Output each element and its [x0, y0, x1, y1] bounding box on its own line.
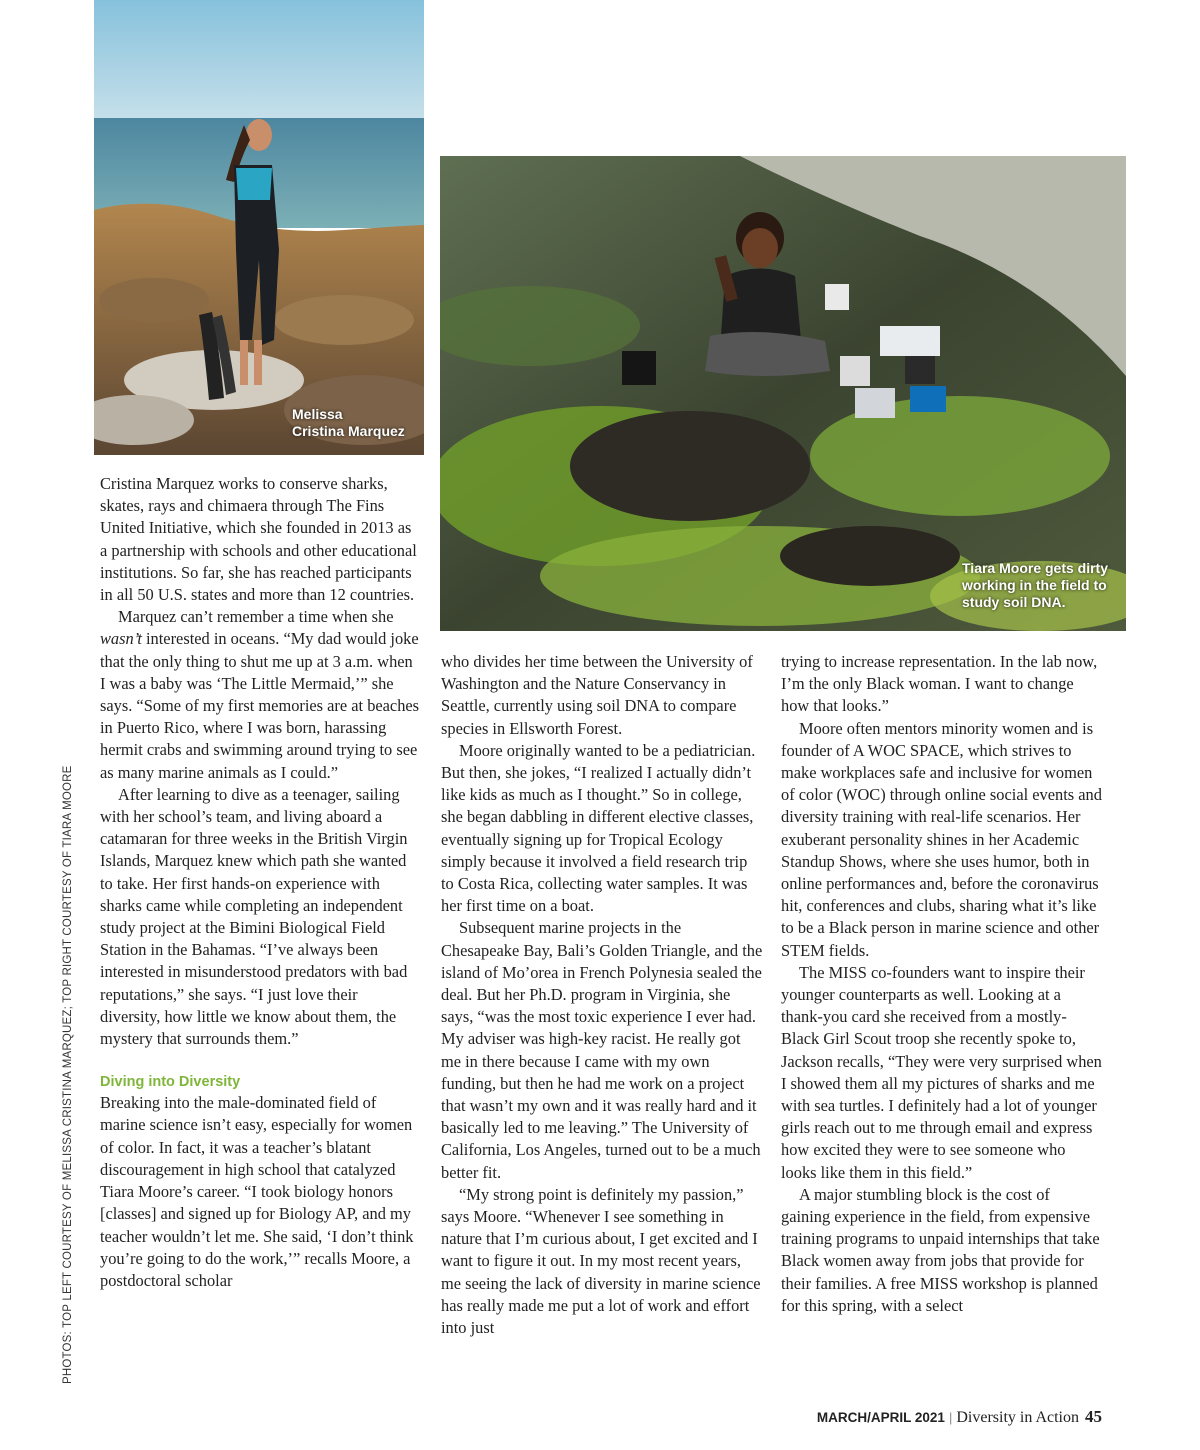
caption-left-line2: Cristina Marquez: [292, 423, 405, 439]
article-column-2: [441, 651, 763, 1339]
paragraph: Breaking into the male-dominated field of marine science isn’t easy, especially for women of color. In fact, it was a teacher’s blatant discouragement in high school that catalyzed Tiara Moore’s career. “I took biology honors [classes] and signed up for Biology AP, and my teacher wouldn’t let me. She said, ‘I don’t think you’re going to do the work,’” recalls Moore, a postdoctoral scholar: [100, 1093, 414, 1290]
page-number: 45: [1085, 1407, 1102, 1426]
paragraph: who divides her time between the University of Washington and the Nature Conservancy in Seattle, currently using soil DNA to compare species in Ellsworth Forest.: [441, 652, 753, 738]
paragraph: Marquez can’t remember a time when she wasn’t interested in oceans. “My dad would joke that the only thing to shut me up at 3 a.m. when I was a baby was ‘The Little Mermaid,’” she says. “Some of my first memories are at beaches in Puerto Rico, where I was born, harassing hermit crabs and swimming around trying to see as many marine animals as I could.”: [100, 607, 420, 782]
paragraph: After learning to dive as a teenager, sailing with her school’s team, and living aboard a catamaran for three weeks in the British Virgin Islands, Marquez knew which path she wanted to take. Her first hands-on experience with sharks came while completing an independent study project at the Bimini Biological Field Station in the Bahamas. “I’ve always been interested in misunderstood predators with bad reputations,” she says. “I just love their diversity, how little we know about them, the mystery that surrounds them.”: [100, 784, 408, 1049]
footer-separator: |: [948, 1410, 953, 1425]
photo-melissa-marquez: [94, 0, 424, 455]
paragraph: trying to increase representation. In the lab now, I’m the only Black woman. I want to change how that looks.”: [781, 652, 1098, 716]
magazine-name: Diversity in Action: [956, 1409, 1079, 1426]
paragraph: Subsequent marine projects in the Chesapeake Bay, Bali’s Golden Triangle, and the island of Mo’orea in French Polynesia sealed the deal. But her Ph.D. program in Virginia, she says, “was the most toxic experience I ever had. My adviser was high-key racist. He really got me in there because I came with my own funding, but then he had me work on a project that wasn’t my own and it was really hard and it basically led to me leaving.” The University of California, Los Angeles, turned out to be a much better fit.: [441, 918, 763, 1182]
paragraph: A major stumbling block is the cost of gaining experience in the field, from expensive training programs to unpaid internships that take Black women away from jobs that provide for their families. A free MISS workshop is planned for this spring, with a select: [781, 1184, 1100, 1315]
photo-credit: PHOTOS: TOP LEFT COURTESY OF MELISSA CRISTINA MARQUEZ; TOP RIGHT COURTESY OF TIARA MOORE: [62, 765, 74, 1384]
caption-left: [292, 406, 417, 440]
paragraph: Moore often mentors minority women and is founder of A WOC SPACE, which strives to make workplaces safe and inclusive for women of color (WOC) through online social events and diversity training with real-life scenarios. Her exuberant personality shines in her Academic Standup Shows, where she uses humor, both in online performances and, before the coronavirus hit, conferences and clubs, sharing what it’s like to be a Black person in marine science and other STEM fields.: [781, 718, 1102, 960]
caption-left-line1: Melissa: [292, 406, 343, 422]
article-column-1: [100, 473, 422, 1292]
article-column-3: [781, 651, 1103, 1317]
page-footer: [800, 1407, 1102, 1427]
caption-right: Tiara Moore gets dirty working in the field to study soil DNA.: [962, 560, 1109, 610]
section-subhead: Diving into Diversity: [100, 1074, 241, 1091]
paragraph: Cristina Marquez works to conserve sharks, skates, rays and chimaera through The Fins United Initiative, which she founded in 2013 as a partnership with schools and other educational institutions. So far, she has reached participants in all 50 U.S. states and more than 12 countries.: [100, 474, 417, 605]
paragraph: Moore originally wanted to be a pediatrician. But then, she jokes, “I realized I actually didn’t like kids as much as I thought.” So in college, she began dabbling in different elective classes, eventually signing up for Tropical Ecology simply because it involved a field research trip to Costa Rica, collecting water samples. It was her first time on a boat.: [441, 740, 756, 916]
paragraph: The MISS co-founders want to inspire their younger counterparts as well. Looking at a thank-you card she received from a mostly-Black Girl Scout troop she recently spoke to, Jackson recalls, “They were very surprised when I showed them all my pictures of sharks and me with sea turtles. I definitely had a lot of younger girls reach out to me through email and express how excited they were to see someone who looks like them in this field.”: [781, 962, 1102, 1182]
paragraph: “My strong point is definitely my passion,” says Moore. “Whenever I see something in nature that I’m curious about, I get excited and I want to figure it out. In my most recent years, me seeing the lack of diversity in marine science has really made me put a lot of work and effort into just: [441, 1184, 761, 1338]
issue-date: MARCH/APRIL 2021: [816, 1410, 945, 1425]
